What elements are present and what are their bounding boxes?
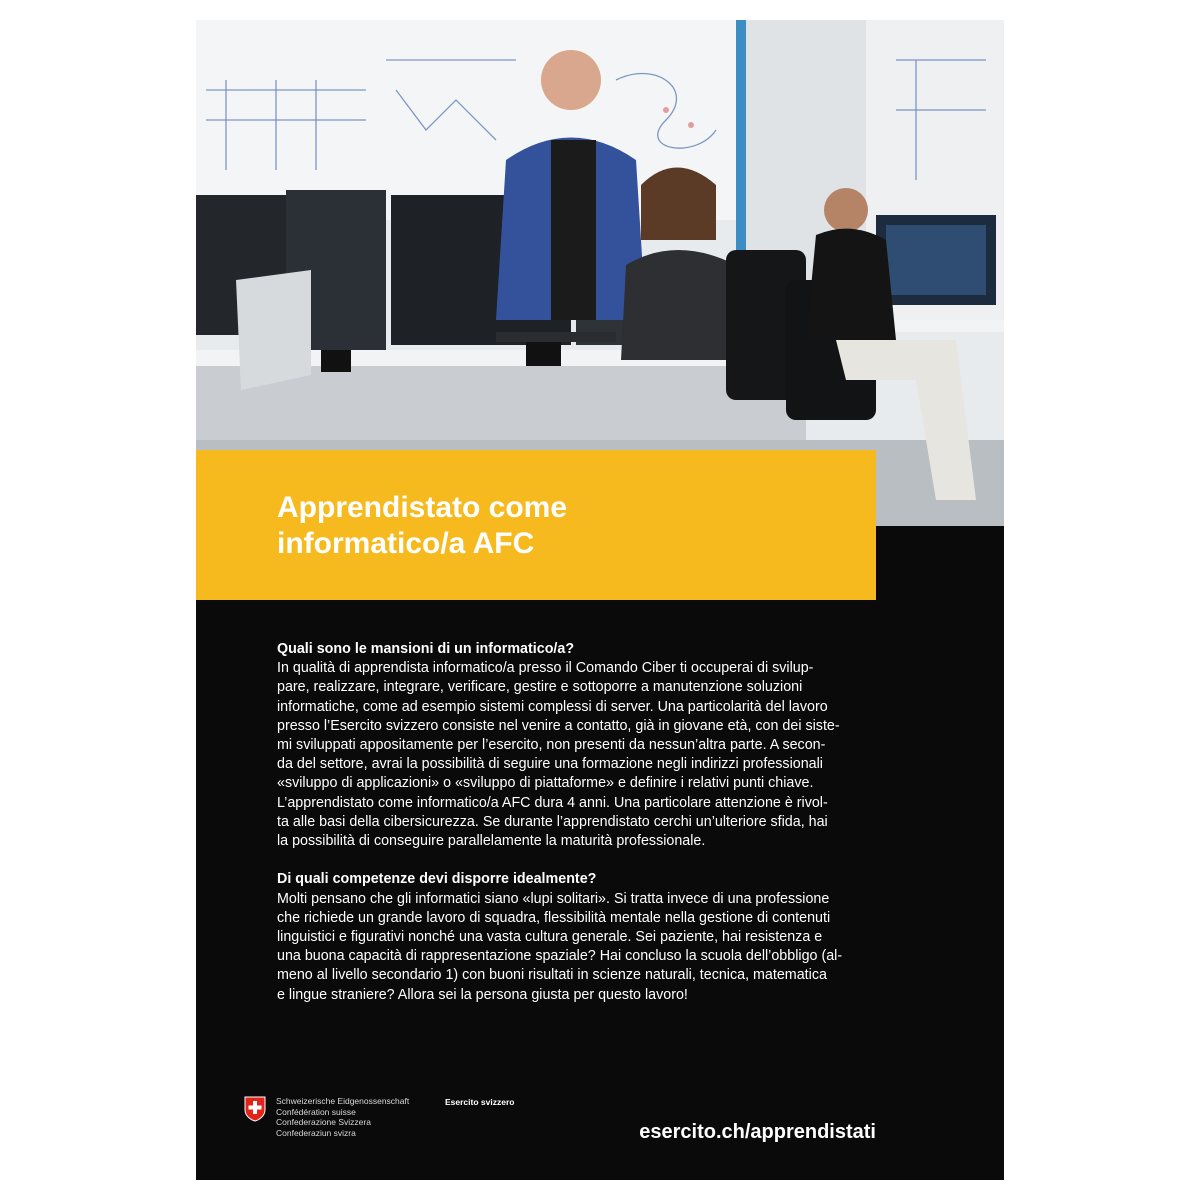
text-line: In qualità di apprendista informatico/a presso il Comando Ciber ti occuperai di svilup- <box>277 660 814 677</box>
text-line: ta alle basi della cibersicurezza. Se durante l’apprendistato cerchi un’ulteriore sfida, hai <box>277 813 828 830</box>
confederation-logo <box>244 1096 409 1138</box>
confederation-name-it: Confederazione Svizzera <box>276 1117 371 1127</box>
poster <box>196 20 1004 1180</box>
text-line: da del settore, avrai la possibilità di seguire una formazione negli indirizzi professionali <box>277 756 823 773</box>
confederation-name-rm: Confederaziun svizra <box>276 1127 356 1138</box>
section-skills <box>277 870 877 1004</box>
title-line-2: informatico/a AFC <box>277 527 535 560</box>
title-line-1: Apprendistato come <box>277 491 568 524</box>
confederation-names <box>276 1096 409 1138</box>
text-line: meno al livello secondario 1) con buoni risultati in scienze naturali, tecnica, matematica <box>277 967 827 984</box>
text-line: Molti pensano che gli informatici siano «lupi solitari». Si tratta invece di una professione <box>277 890 830 907</box>
confederation-name-de: Schweizerische Eidgenossenschaft <box>276 1096 410 1106</box>
text-line: e lingue straniere? Allora sei la persona giusta per questo lavoro! <box>277 986 688 1003</box>
confederation-name-fr: Confédération suisse <box>276 1106 356 1117</box>
title-band <box>196 450 876 600</box>
text-line: L’apprendistato come informatico/a AFC dura 4 anni. Una particolare attenzione è rivol- <box>277 794 828 811</box>
page-title <box>277 490 837 562</box>
text-line: una buona capacità di rappresentazione spaziale? Hai concluso la scuola dell’obbligo (al- <box>277 948 843 965</box>
text-line: «sviluppo di applicazioni» o «sviluppo di piattaforme» e definire i relativi punti chiave. <box>277 775 814 792</box>
text-line: pare, realizzare, integrare, verificare, gestire e sottoporre a manutenzione soluzioni <box>277 679 803 696</box>
text-line: la possibilità di conseguire parallelamente la maturità professionale. <box>277 833 706 850</box>
section-body-tasks <box>277 659 877 851</box>
section-heading-skills: Di quali competenze devi disporre idealmente? <box>277 871 597 888</box>
section-tasks <box>277 640 877 851</box>
text-line: che richiede un grande lavoro di squadra, flessibilità mentale nella gestione di contenuti <box>277 909 831 926</box>
website-link[interactable]: esercito.ch/apprendistati <box>639 1121 876 1143</box>
swiss-flag-icon <box>244 1096 266 1122</box>
section-heading-tasks: Quali sono le mansioni di un informatico/a? <box>277 641 575 657</box>
text-line: informatiche, come ad esempio sistemi complessi di server. Una particolarità del lavoro <box>277 698 828 715</box>
section-body-skills <box>277 890 877 1005</box>
army-label: Esercito svizzero <box>445 1097 515 1107</box>
content-area <box>277 640 877 1024</box>
text-line: presso l’Esercito svizzero consiste nel venire a contatto, già in giovane età, con dei siste- <box>277 717 840 734</box>
text-line: linguistici e figurativi nonché una vasta cultura generale. Sei paziente, hai resistenza e <box>277 929 823 946</box>
text-line: mi sviluppati appositamente per l’esercito, non presenti da nessun’altra parte. A secon- <box>277 737 826 754</box>
